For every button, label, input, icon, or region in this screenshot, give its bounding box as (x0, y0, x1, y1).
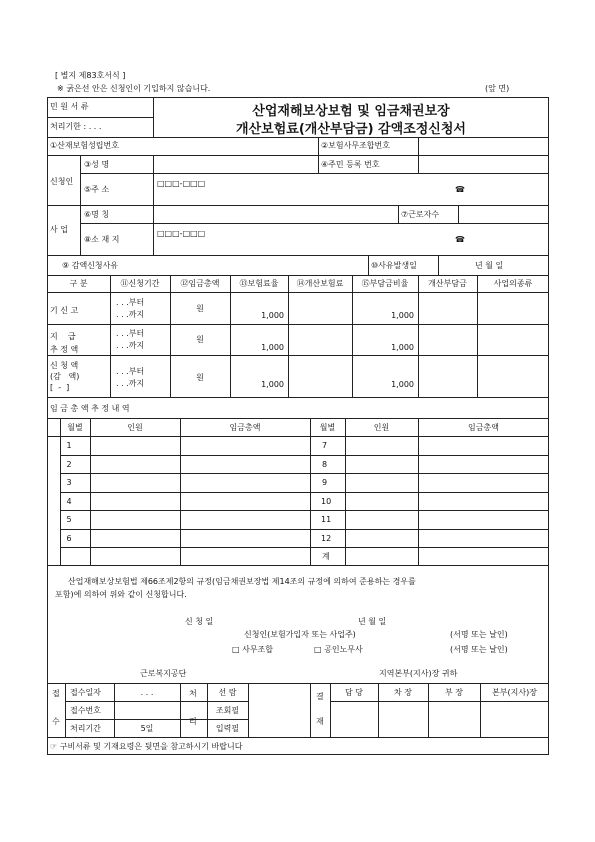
ratio-value: 1,000 (391, 311, 414, 320)
month-cell: 5 (66, 515, 72, 524)
wages-header-total: 임금총액 (229, 423, 261, 432)
signature-note-2: (서명 또는 날인) (450, 645, 508, 654)
receipt-no-label: 접수번호 (70, 706, 101, 715)
organization-name: 근로복지공단 (140, 669, 187, 678)
form-number: [ 별지 제83호서식 ] (55, 71, 126, 80)
month-cell: 9 (322, 478, 328, 487)
recipient-title: 지역본부(지사)장 귀하 (379, 669, 458, 678)
period-label: 처리기간 (70, 724, 101, 733)
applicant-address-label: ⑤주 소 (84, 185, 110, 194)
business-location-label: ⑧소 재 지 (84, 235, 120, 244)
period-from: . . .부터 (116, 298, 145, 307)
calc-header-wages: ⑫임금총액 (180, 279, 220, 288)
wages-header-headcount: 인원 (127, 423, 143, 432)
period-to: . . .까지 (116, 310, 145, 319)
office-no-label: ②보험사무조합번호 (321, 141, 390, 150)
phone-icon: ☎ (455, 235, 465, 244)
approver-manager: 부 장 (445, 688, 463, 697)
applicant-section: 신청인 (50, 177, 74, 186)
rate-value: 1,000 (261, 380, 284, 389)
event-date-value: 년 월 일 (475, 261, 504, 270)
application-date-label: 신 청 일 (185, 617, 214, 626)
process-char-2: 리 (189, 717, 197, 726)
form-title-1: 산업재해보상보험 및 임금채권보장 (252, 104, 450, 119)
signature-note-1: (서명 또는 날인) (450, 630, 508, 639)
process-char-1: 처 (189, 689, 197, 698)
wages-label: 임 금 총 액 추 정 내 역 (50, 404, 130, 413)
approve-char-2: 재 (316, 717, 324, 726)
applicant-postal: □□□-□□□ (157, 179, 206, 188)
period-from: . . .부터 (116, 367, 145, 376)
calc-header-premium: ⑭개산보험료 (296, 279, 344, 288)
calc-header-category: 구 분 (69, 279, 88, 288)
agent-office-checkbox: □ 사무조합 (232, 645, 274, 654)
agent-labor-checkbox: □ 공인노무사 (314, 645, 363, 654)
calc-row-label: 신 청 액 (감 액) [ - ] (50, 361, 80, 392)
view-label: 선 람 (218, 688, 237, 697)
month-cell: 4 (66, 497, 72, 506)
period-value: 5일 (140, 724, 154, 733)
wage-unit: 원 (196, 373, 204, 382)
rate-value: 1,000 (261, 343, 284, 352)
wage-unit: 원 (196, 304, 204, 313)
calc-header-ratio: ⑮부담금비율 (361, 279, 409, 288)
wages-header-headcount: 인원 (373, 423, 390, 432)
business-section: 사 업 (50, 225, 68, 234)
applicant-signature-label: 신청인(보험가입자 또는 사업주) (244, 630, 356, 639)
footer-note: ☞ 구비서류 및 기재요령은 뒷면을 참고하시기 바랍니다 (50, 742, 243, 751)
rate-value: 1,000 (261, 311, 284, 320)
month-cell: 2 (66, 460, 72, 469)
calc-header-contribution: 개산부담금 (428, 279, 467, 288)
instruction-text: ※ 굵은선 안은 신청인이 기입하지 않습니다. (57, 84, 211, 93)
business-postal: □□□-□□□ (157, 229, 206, 238)
period-to: . . .까지 (116, 379, 145, 388)
page-side: (앞 면) (485, 84, 510, 93)
month-cell: 12 (321, 534, 332, 543)
received-docs: 민 원 서 류 (50, 102, 89, 111)
approver-head: 본부(지사)장 (492, 688, 537, 697)
statement-line2: 포함)에 의하여 위와 같이 신청합니다. (55, 590, 187, 599)
phone-icon: ☎ (455, 185, 465, 194)
business-name-label: ⑥명 칭 (84, 210, 110, 219)
calc-row-label: 기 신 고 (50, 306, 79, 315)
period-from: . . .부터 (116, 329, 145, 338)
month-cell: 10 (321, 497, 332, 506)
calc-header-business-type: 사업의종류 (493, 279, 533, 288)
receipt-char-2: 수 (52, 717, 60, 726)
application-date-value: 년 월 일 (358, 617, 387, 626)
resident-no-label: ④주민 등록 번호 (321, 160, 380, 169)
wages-header-month: 월별 (67, 423, 83, 432)
month-cell: 11 (321, 515, 332, 524)
month-cell: 1 (66, 441, 72, 450)
receipt-char-1: 접 (52, 689, 60, 698)
approver-staff: 담 당 (345, 688, 363, 697)
calc-header-rate: ⑬보험료율 (239, 279, 279, 288)
input-label: 입력필 (215, 724, 240, 733)
ratio-value: 1,000 (391, 343, 414, 352)
period-to: . . .까지 (116, 341, 145, 350)
processing-deadline: 처리기한 : . . . (50, 122, 102, 131)
applicant-name-label: ③성 명 (84, 160, 110, 169)
wages-header-total: 임금총액 (468, 423, 499, 432)
ratio-value: 1,000 (391, 380, 414, 389)
month-cell: 8 (322, 460, 328, 469)
reason-label: ⑨ 감액신청사유 (62, 261, 119, 270)
wages-header-month: 월별 (319, 423, 336, 432)
approver-deputy: 차 장 (394, 688, 412, 697)
calc-header-period: ⑪신청기간 (120, 279, 160, 288)
calc-row-label: 지 급 추 정 액 (50, 332, 79, 354)
month-cell: 7 (322, 441, 328, 450)
month-cell: 6 (66, 534, 72, 543)
receipt-date-value: . . . (140, 688, 154, 697)
statement-line1: 산업재해보상보험법 제66조제2항의 규정(임금채권보장법 제14조의 규정에 의하여 준용하는 경우를 (68, 577, 416, 586)
insurance-no-label: ①산재보험성립번호 (50, 141, 119, 150)
lookup-label: 조회필 (215, 706, 240, 715)
workers-label: ⑦근로자수 (401, 210, 440, 219)
form-title-2: 개산보험료(개산부담금) 감액조정신청서 (236, 122, 466, 137)
receipt-date-label: 접수일자 (70, 688, 101, 697)
month-total: 계 (322, 552, 330, 561)
wage-unit: 원 (196, 335, 204, 344)
event-date-label: ⑩사유발생일 (371, 261, 417, 270)
month-cell: 3 (66, 478, 72, 487)
approve-char-1: 결 (316, 692, 324, 701)
